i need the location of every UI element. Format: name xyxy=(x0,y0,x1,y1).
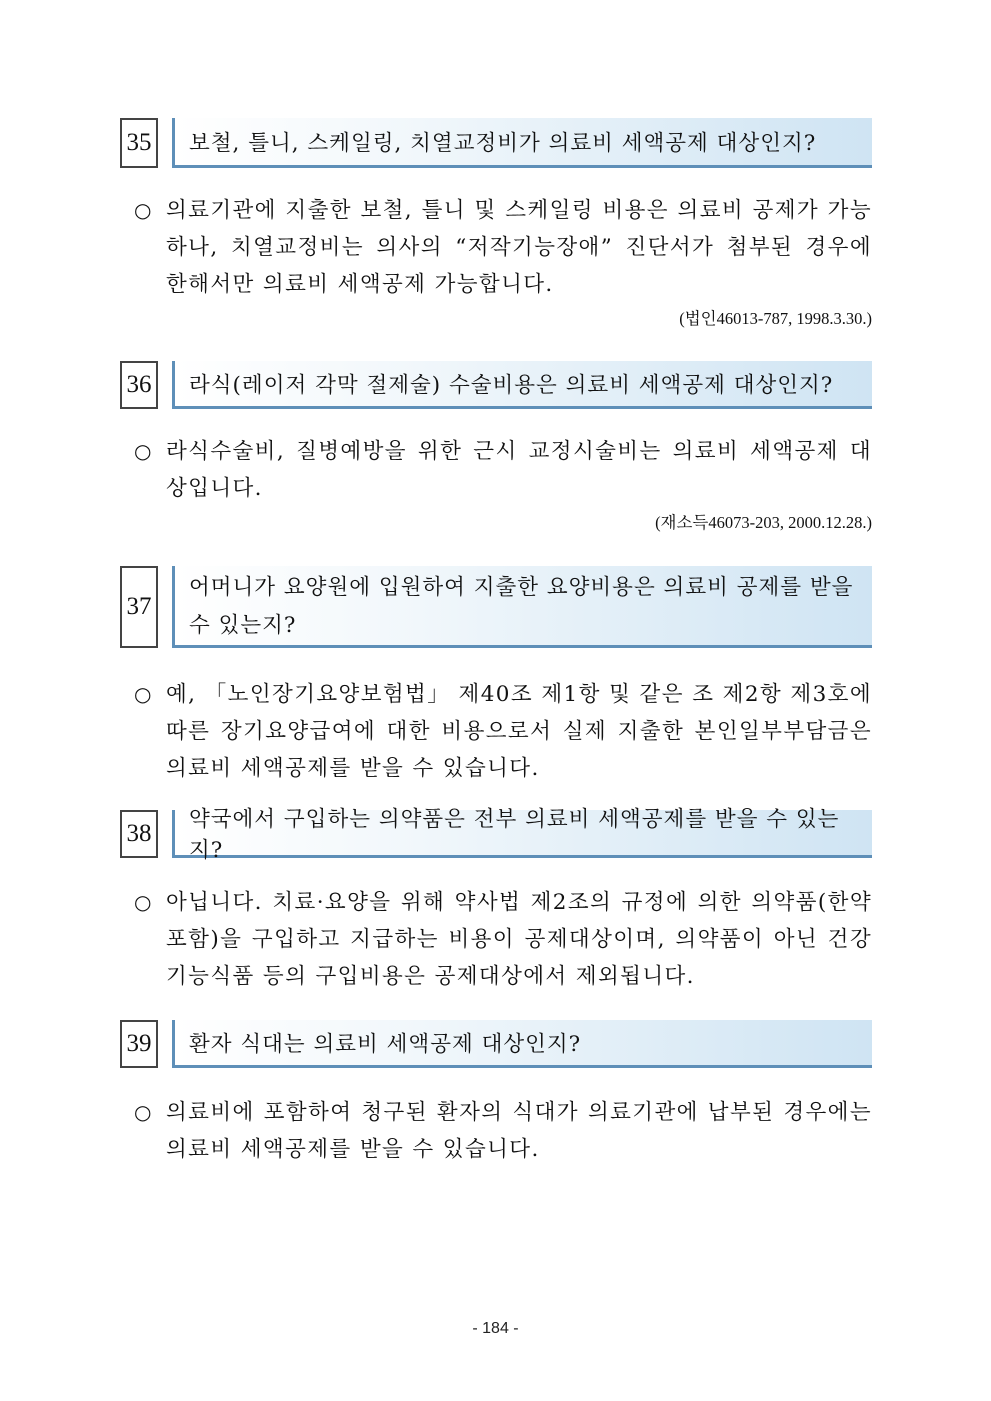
question-text: 약국에서 구입하는 의약품은 전부 의료비 세액공제를 받을 수 있는지? xyxy=(172,810,872,858)
answer-text: 아닙니다. 치료·요양을 위해 약사법 제2조의 규정에 의한 의약품(한약 포함)을 구입하고 지급하는 비용이 공제대상이며, 의약품이 아닌 건강기능식품 등의 구입비용은 공제대상에서 제외됩니다. xyxy=(166,890,872,989)
question-row xyxy=(120,1020,872,1068)
qa-35 xyxy=(120,118,872,329)
answer-text: 라식수술비, 질병예방을 위한 근시 교정시술비는 의료비 세액공제 대상입니다. xyxy=(166,439,872,501)
reference: (법인46013-787, 1998.3.30.) xyxy=(679,309,872,328)
answer-text: 의료비에 포함하여 청구된 환자의 식대가 의료기관에 납부된 경우에는 의료비 세액공제를 받을 수 있습니다. xyxy=(166,1100,872,1162)
qa-38 xyxy=(120,806,872,995)
answer xyxy=(120,676,872,787)
bullet-circle-icon: ○ xyxy=(134,1100,153,1124)
question-row xyxy=(120,566,872,648)
question-row xyxy=(120,806,872,863)
question-text: 어머니가 요양원에 입원하여 지출한 요양비용은 의료비 공제를 받을 수 있는지? xyxy=(172,566,872,648)
qa-39 xyxy=(120,1020,872,1168)
qa-37 xyxy=(120,566,872,787)
question-number: 36 xyxy=(120,361,158,409)
answer-text: 예, 「노인장기요양보험법」 제40조 제1항 및 같은 조 제2항 제3호에 따른 장기요양급여에 대한 비용으로서 실제 지출한 본인일부부담금은 의료비 세액공제를 받을 수 있습니다. xyxy=(166,682,872,781)
answer xyxy=(120,433,872,507)
question-text: 라식(레이저 각막 절제술) 수술비용은 의료비 세액공제 대상인지? xyxy=(172,361,872,409)
qa-36 xyxy=(120,361,872,533)
page-number: - 184 - xyxy=(472,1320,519,1337)
question-number: 38 xyxy=(120,810,158,858)
bullet-circle-icon: ○ xyxy=(134,682,153,706)
question-text: 보철, 틀니, 스케일링, 치열교정비가 의료비 세액공제 대상인지? xyxy=(172,118,872,168)
question-text: 환자 식대는 의료비 세액공제 대상인지? xyxy=(172,1020,872,1068)
bullet-circle-icon: ○ xyxy=(134,439,153,463)
question-row xyxy=(120,118,872,168)
question-number: 39 xyxy=(120,1020,158,1068)
reference: (재소득46073-203, 2000.12.28.) xyxy=(655,513,872,532)
answer xyxy=(120,192,872,303)
question-row xyxy=(120,361,872,409)
bullet-circle-icon: ○ xyxy=(134,198,153,222)
question-number: 35 xyxy=(120,118,158,168)
answer xyxy=(120,1094,872,1168)
answer-text: 의료기관에 지출한 보철, 틀니 및 스케일링 비용은 의료비 공제가 가능하나, 치열교정비는 의사의 “저작기능장애” 진단서가 첨부된 경우에 한해서만 의료비 세액공제 가능합니다. xyxy=(166,198,872,297)
answer xyxy=(120,884,872,995)
bullet-circle-icon: ○ xyxy=(134,890,153,914)
question-number: 37 xyxy=(120,566,158,648)
